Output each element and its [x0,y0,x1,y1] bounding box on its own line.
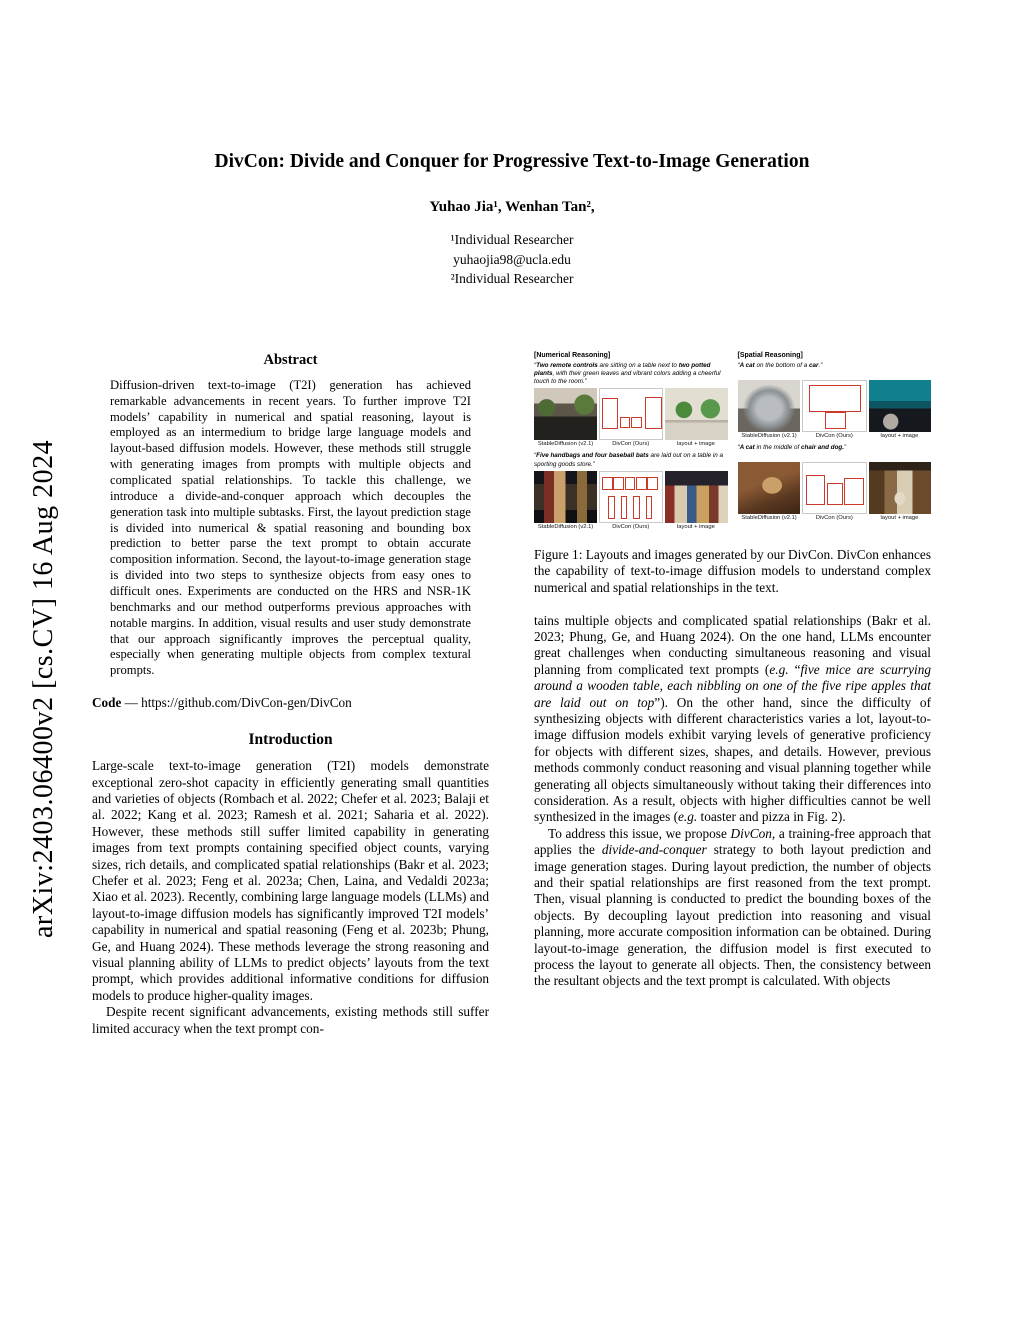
code-line [92,695,489,711]
spatial-reasoning-panel [738,352,932,535]
spatial-row-1-labels [738,433,932,439]
intro-paragraph-2: Despite recent significant advancements, existing methods still suffer limited accuracy when the text prompt con- [92,1004,489,1036]
image-label-divcon: DivCon (Ours) [815,514,853,521]
image-label-stablediffusion: StableDiffusion (v2.1) [537,523,594,530]
image-label-divcon: DivCon (Ours) [612,523,650,530]
paper-header [0,0,1024,288]
two-column-body [92,352,932,1037]
image-label-layout-image: layout + image [676,523,715,530]
body-paragraph-1: tains multiple objects and complicated spatial relationships (Bakr et al. 2023; Phung, Ge, and Huang 2024). On the one hand, LLMs encounter great challenges when conducting simultaneous reasoning and visual planning from complicated text prompts (e.g. “five mice are scurrying around a wooden table, each nibbling on one of the five ripe apples that are laid out on top”). On the other hand, since the difficulty of synthesizing objects with different characteristics varies a lot, layout-to-image diffusion models exhibit varying levels of generative proficiency for objects with different sizes, shapes, and details. However, previous methods commonly conduct reasoning and visual planning together while generating all objects simultaneously without taking their differences into consideration. As a result, objects with higher difficulties cannot be well synthesized in the images (e.g. toaster and pizza in Fig. 2). [534,612,932,825]
author-email: yuhaojia98@ucla.edu [453,251,571,267]
affiliation-line-1: ¹Individual Researcher [450,232,574,248]
affiliations [0,230,1024,287]
divcon-image-handbags [665,471,728,523]
image-label-stablediffusion: StableDiffusion (v2.1) [537,441,594,448]
code-separator: — [121,695,142,711]
numerical-row-1-labels [534,441,728,447]
arxiv-banner: arXiv:2403.06400v2 [cs.CV] 16 Aug 2024 [28,439,59,938]
introduction-heading: Introduction [248,731,333,749]
image-label-stablediffusion: StableDiffusion (v2.1) [741,432,797,439]
divcon-image-cat-car [869,380,932,432]
spatial-row-2-labels [738,515,932,521]
body-paragraph-2: To address this issue, we propose DivCon, a training-free approach that applies the divide-and-conquer strategy to both layout prediction and image generation stages. During layout prediction, the number of objects and their spatial relationships are first reasoned from the text prompt. Then, visual planning is conducted to predict the bounding boxes of the objects. By decoupling layout prediction into reasoning and visual planning, more accurate composition information can be obtained. During layout-to-image generation, the diffusion model is first executed to process the layout to generate all objects. Then, the consistency between the resultant objects and the text prompt is calculated. With objects [534,825,931,989]
numerical-row-2-images [534,471,728,523]
stable-diffusion-image-handbags [534,471,597,523]
right-column [534,352,931,1037]
paper-title: DivCon: Divide and Conquer for Progressive Text-to-Image Generation [214,151,810,172]
spatial-panel-heading: [Spatial Reasoning] [737,351,803,359]
image-label-divcon: DivCon (Ours) [815,432,853,439]
numerical-row-1-images [534,388,728,440]
numerical-panel-heading: [Numerical Reasoning] [534,351,611,359]
numerical-reasoning-panel [534,352,728,535]
divcon-layout-plants [599,388,664,440]
figure-1-panels [534,352,931,535]
left-column [92,352,489,1037]
figure-1 [534,352,931,535]
spatial-row-1-images [738,380,932,432]
figure-1-caption: Figure 1: Layouts and images generated by our DivCon. DivCon enhances the capability of text-to-image diffusion models to understand complex numerical and spatial relationships in the text. [534,546,931,595]
divcon-layout-chair-cat-dog [802,462,867,514]
divcon-layout-cat-car [802,380,867,432]
stable-diffusion-image-plants [534,388,597,440]
divcon-image-chair-cat-dog [869,462,932,514]
divcon-image-plants [665,388,728,440]
image-label-layout-image: layout + image [880,514,919,521]
abstract-heading: Abstract [263,351,318,368]
image-label-layout-image: layout + image [880,432,919,439]
image-label-stablediffusion: StableDiffusion (v2.1) [741,514,797,521]
numerical-row-2-labels [534,524,728,530]
numerical-prompt-1: “Two remote controls are sitting on a table next to two potted plants, with their green leaves and vibrant colors adding a cheerful touch to the room.” [534,361,721,386]
image-label-layout-image: layout + image [676,441,715,448]
code-label: Code [92,695,122,711]
divcon-layout-handbags [599,471,664,523]
stable-diffusion-image-dog [738,462,801,514]
affiliation-line-2: ²Individual Researcher [450,270,574,286]
spatial-row-2-images [738,462,932,514]
intro-paragraph-1: Large-scale text-to-image generation (T2I) models demonstrate exceptional zero-shot capacity in efficiently generating small quantities and varieties of objects (Rombach et al. 2022; Chefer et al. 2023; Balaji et al. 2022; Kang et al. 2023; Ramesh et al. 2021; Saharia et al. 2022). However, these methods still suffer limited capability in generating images from text prompts containing specified object counts, varying sizes, rich details, and complicated spatial relationships (Bakr et al. 2023; Chefer et al. 2023; Feng et al. 2023a; Chen, Laina, and Vedaldi 2023a; Xiao et al. 2023). Recently, combining large language models (LLMs) and layout-to-image diffusion models has significantly improved T2I models’ capability in numerical and spatial reasoning (Feng et al. 2023b; Phung, Ge, and Huang 2024). These methods leverage the strong reasoning and visual planning ability of LLMs to predict objects’ layouts from the text prompt, which provides additional informative conditions for diffusion models to produce higher-quality images. [92,758,489,1003]
stable-diffusion-image-cat [738,380,801,432]
numerical-prompt-2: “Five handbags and four baseball bats are laid out on a table in a sporting goods store.” [534,452,723,468]
authors-line: Yuhao Jia¹, Wenhan Tan², [429,199,595,216]
abstract-text: Diffusion-driven text-to-image (T2I) generation has achieved remarkable advancements in recent years. To further improve T2I models’ capability in numerical and spatial reasoning, layout is employed as an intermedium to bridge large language models and layout-based diffusion models. However, these methods still struggle with generating images from prompts with multiple objects and complicated spatial relationships. To tackle this challenge, we introduce a divide-and-conquer approach which decouples the generation task into multiple subtasks. First, the layout prediction stage is divided into numerical & spatial reasoning and bounding box prediction to better parse the text prompt to obtain accurate composition information. Second, the layout-to-image generation stage is divided into two steps to synthesize objects from easy ones to difficult ones. Experiments are conducted on the HRS and NSR-1K benchmarks and our method outperforms previous approaches with notable margins. In addition, visual results and user study demonstrate that our approach significantly improves the perceptual quality, especially when generating multiple objects from complex textural prompts. [110,377,471,678]
image-label-divcon: DivCon (Ours) [612,441,650,448]
spatial-prompt-1: “A cat on the bottom of a car.” [737,361,823,369]
code-link[interactable]: https://github.com/DivCon-gen/DivCon [141,695,352,711]
spatial-prompt-2: “A cat in the middle of chair and dog.” [737,443,847,451]
